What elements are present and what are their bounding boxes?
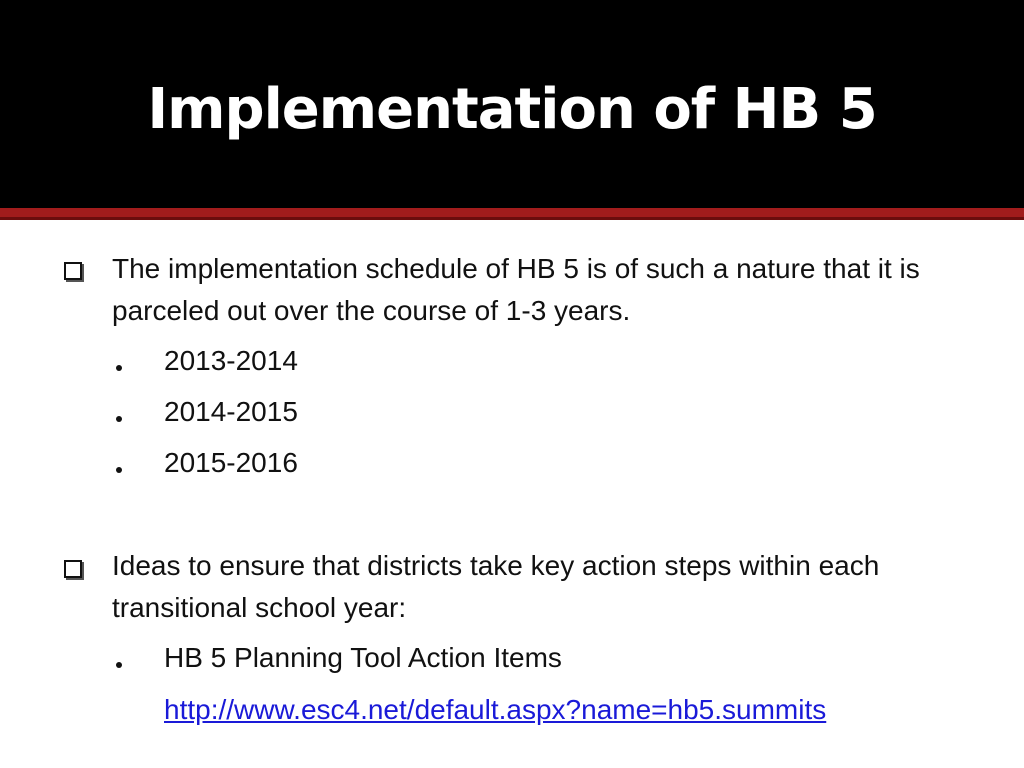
slide-title: Implementation of HB 5	[147, 77, 877, 142]
bullet-dot-icon	[116, 365, 122, 371]
header-accent-line	[0, 217, 1024, 220]
sub-item: HB 5 Planning Tool Action Items	[164, 642, 562, 673]
sub-item: 2013-2014	[164, 345, 298, 376]
sub-item: 2015-2016	[164, 447, 298, 478]
bullet-dot-icon	[116, 416, 122, 422]
header-accent-bar	[0, 208, 1024, 217]
bullet-text: Ideas to ensure that districts take key action steps within each transitional school year:	[112, 550, 880, 623]
bullet-text: The implementation schedule of HB 5 is of such a nature that it is parceled out over the course of 1-3 years.	[112, 253, 920, 326]
sub-item: 2014-2015	[164, 396, 298, 427]
checkbox-icon	[64, 560, 82, 578]
slide-header	[0, 0, 1024, 208]
bullet-dot-icon	[116, 662, 122, 668]
hb5-summits-link[interactable]: http://www.esc4.net/default.aspx?name=hb5.summits	[164, 694, 827, 725]
checkbox-icon	[64, 262, 82, 280]
bullet-dot-icon	[116, 467, 122, 473]
